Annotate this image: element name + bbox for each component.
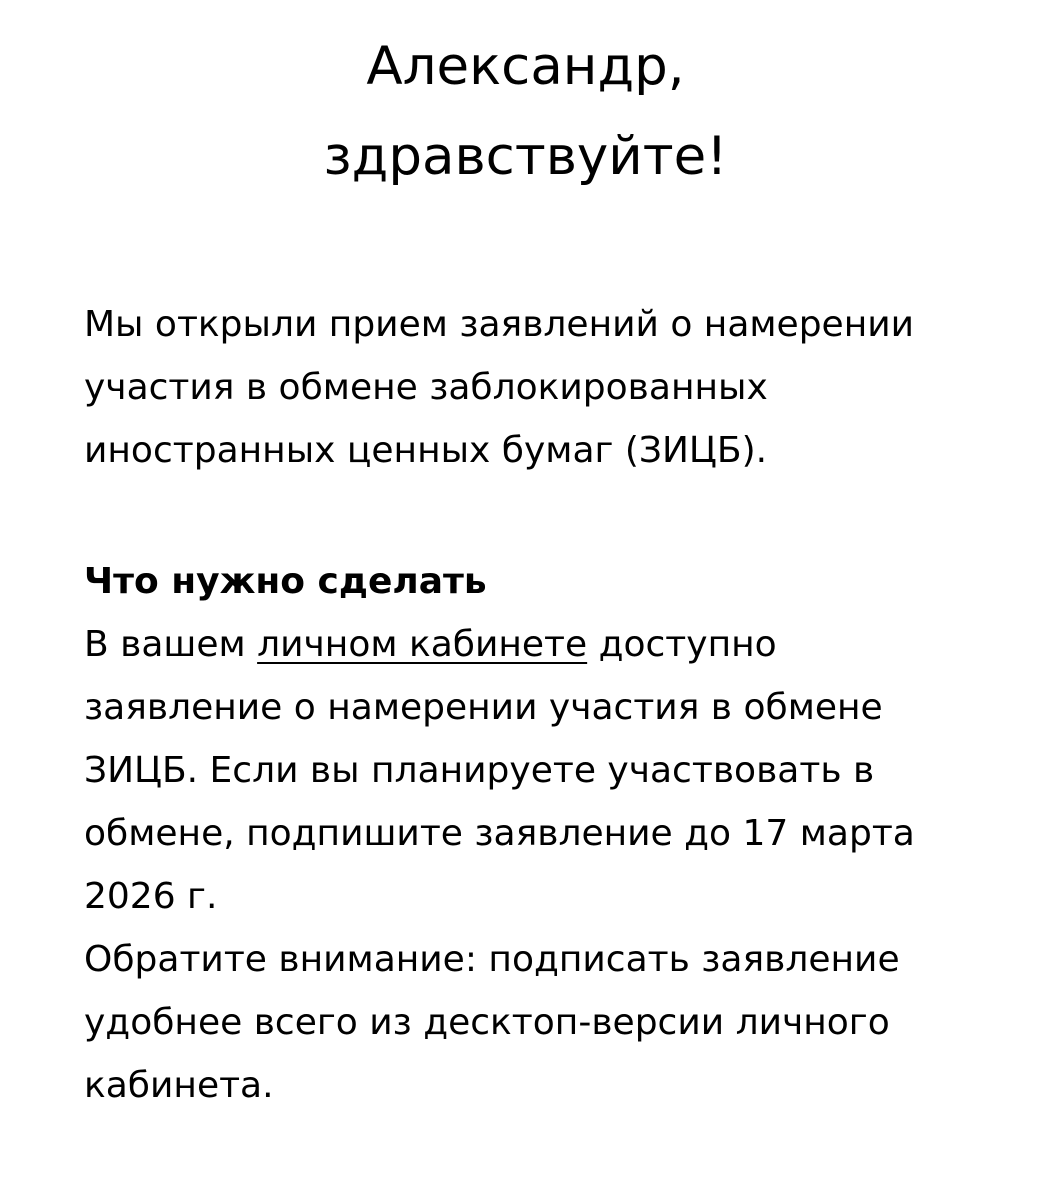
instructions-text-start: В вашем [84, 624, 258, 665]
greeting-name: Александр, [366, 36, 685, 97]
personal-account-link[interactable]: личном кабинете [257, 624, 588, 665]
instructions-paragraph [84, 613, 967, 928]
section-title: Что нужно сделать [84, 561, 487, 602]
instructions-text-end: доступно заявление о намерении участия в обмене ЗИЦБ. Если вы планируете участвовать в обмене, подпишите заявление до 17 марта 2026 г. [84, 624, 915, 917]
intro-paragraph: Мы открыли прием заявлений о намерении участия в обмене заблокированных иностранных ценных бумаг (ЗИЦБ). [84, 304, 915, 471]
greeting-hello: здравствуйте! [323, 126, 728, 187]
greeting-heading [84, 0, 967, 202]
note-paragraph: Обратите внимание: подписать заявление удобнее всего из десктоп-версии личного кабинета. [84, 939, 900, 1106]
